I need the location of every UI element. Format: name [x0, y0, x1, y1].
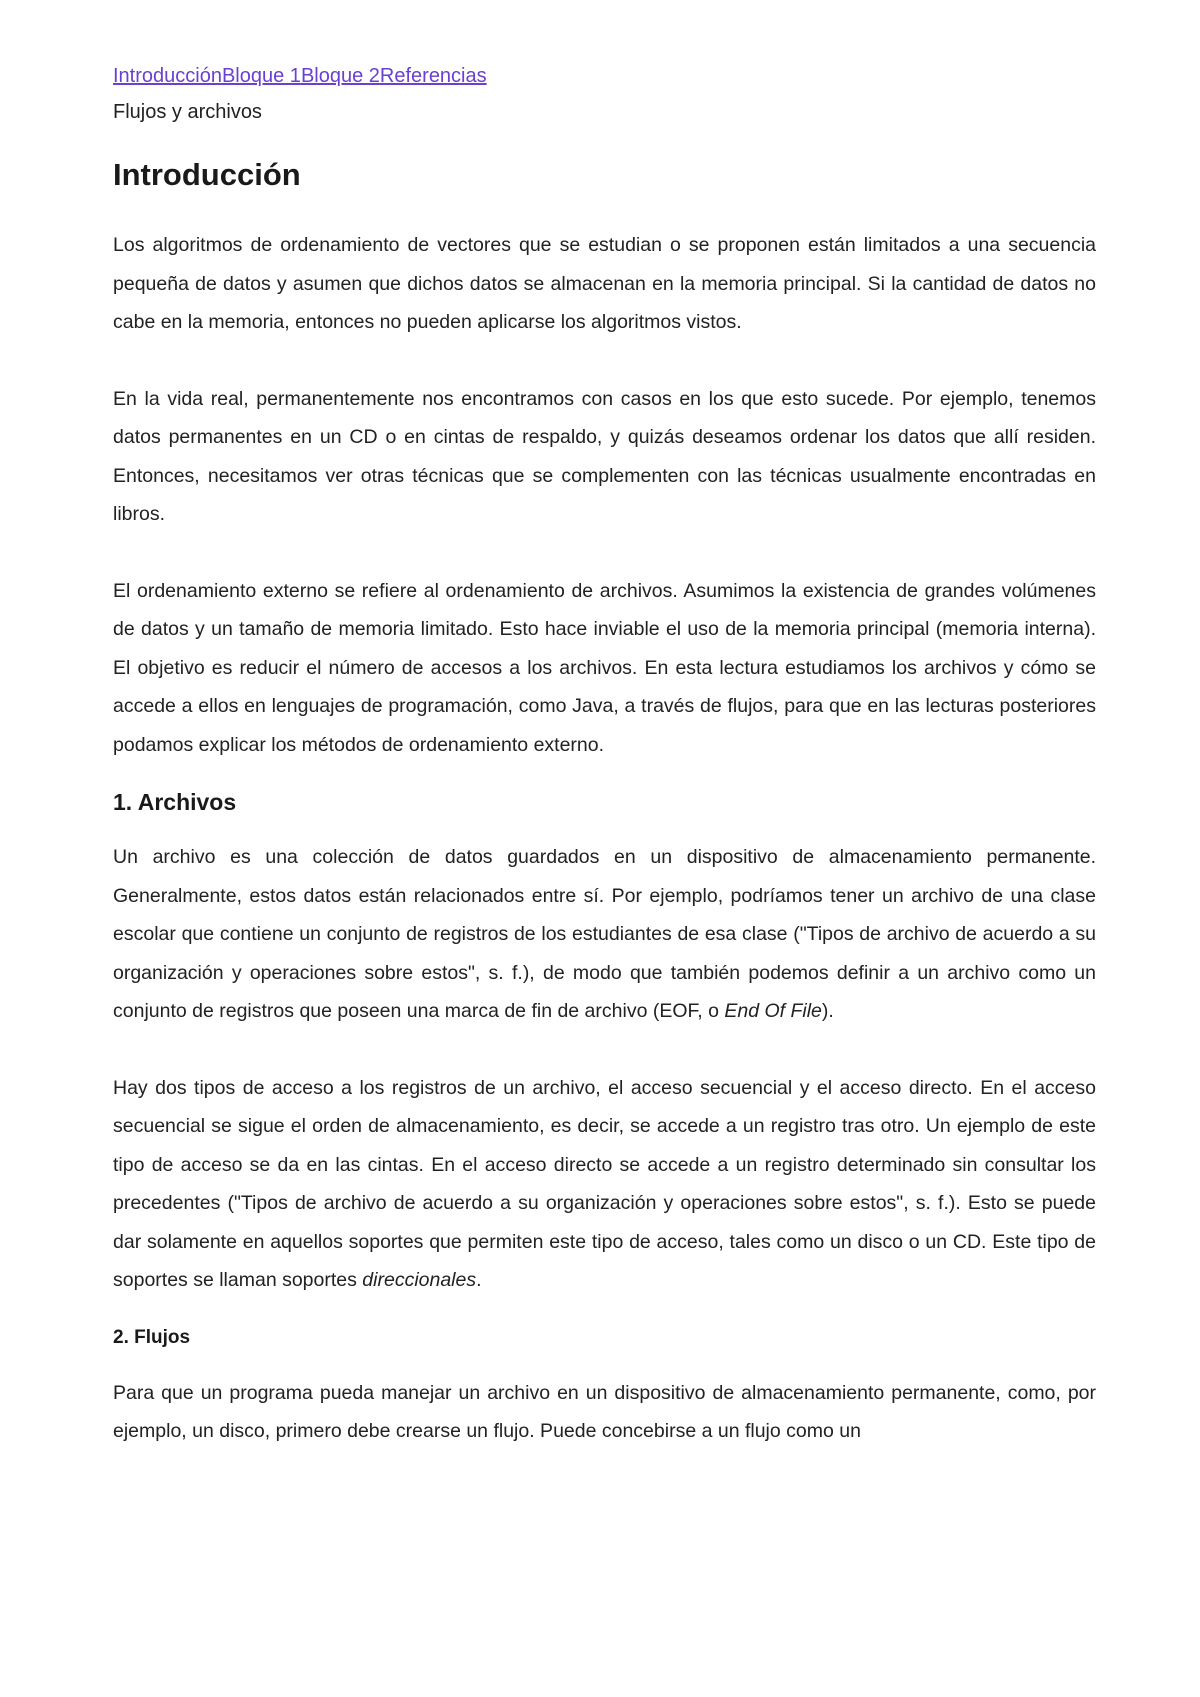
intro-paragraph-3: El ordenamiento externo se refiere al ordenamiento de archivos. Asumimos la existencia de grandes volúmenes de datos y un tamaño de memoria limitado. Esto hace inviable el uso de la memoria principal (memoria interna). El objetivo es reducir el número de accesos a los archivos. En esta lectura estudiamos los archivos y cómo se accede a ellos en lenguajes de programación, como Java, a través de flujos, para que en las lecturas posteriores podamos explicar los métodos de ordenamiento externo.	[113, 579, 1096, 756]
nav-link-bloque-2[interactable]: Bloque 2	[300, 65, 380, 87]
archivos-paragraph-1-emphasis: End Of File	[724, 1000, 822, 1022]
archivos-paragraph-1	[113, 838, 1096, 1031]
flujos-paragraph-1: Para que un programa pueda manejar un archivo en un dispositivo de almacenamiento permanente, como, por ejemplo, un disco, primero debe crearse un flujo. Puede concebirse a un flujo como un	[113, 1381, 1096, 1442]
archivos-paragraph-2	[113, 1069, 1096, 1300]
nav-link-referencias[interactable]: Referencias	[379, 65, 487, 87]
section-heading-introduccion: Introducción	[113, 157, 301, 192]
archivos-paragraph-1-end: ).	[821, 1000, 834, 1022]
section-heading-flujos: 2. Flujos	[113, 1326, 191, 1348]
archivos-paragraph-2-emphasis: direccionales	[362, 1269, 477, 1291]
nav-link-bloque-1[interactable]: Bloque 1	[221, 65, 301, 87]
nav-link-introduccion[interactable]: Introducción	[113, 65, 222, 87]
document-subtitle: Flujos y archivos	[113, 101, 262, 123]
intro-paragraph-1: Los algoritmos de ordenamiento de vectores que se estudian o se proponen están limitados a una secuencia pequeña de datos y asumen que dichos datos se almacenan en la memoria principal. Si la cantidad de datos no cabe en la memoria, entonces no pueden aplicarse los algoritmos vistos.	[113, 234, 1096, 333]
archivos-paragraph-2-end: .	[476, 1269, 482, 1291]
archivos-paragraph-2-text: Hay dos tipos de acceso a los registros de un archivo, el acceso secuencial y el acceso directo. En el acceso secuencial se sigue el orden de almacenamiento, es decir, se accede a un registro tras otro. Un ejemplo de este tipo de acceso se da en las cintas. En el acceso directo se accede a un registro determinado sin consultar los precedentes ("Tipos de archivo de acuerdo a su organización y operaciones sobre estos", s. f.). Esto se puede dar solamente en aquellos soportes que permiten este tipo de acceso, tales como un disco o un CD. Este tipo de soportes se llaman soportes	[113, 1076, 1096, 1291]
intro-paragraph-2: En la vida real, permanentemente nos encontramos con casos en los que esto sucede. Por ejemplo, tenemos datos permanentes en un CD o en cintas de respaldo, y quizás deseamos ordenar los datos que allí residen. Entonces, necesitamos ver otras técnicas que se complementen con las técnicas usualmente encontradas en libros.	[113, 387, 1096, 525]
section-heading-archivos: 1. Archivos	[113, 789, 237, 815]
document-page	[113, 58, 1096, 1489]
top-navigation	[113, 58, 1096, 94]
archivos-paragraph-1-text: Un archivo es una colección de datos guardados en un dispositivo de almacenamiento permanente. Generalmente, estos datos están relacionados entre sí. Por ejemplo, podríamos tener un archivo de una clase escolar que contiene un conjunto de registros de los estudiantes de esa clase ("Tipos de archivo de acuerdo a su organización y operaciones sobre estos", s. f.), de modo que también podemos definir a un archivo como un conjunto de registros que poseen una marca de fin de archivo (EOF, o	[113, 846, 1096, 1022]
